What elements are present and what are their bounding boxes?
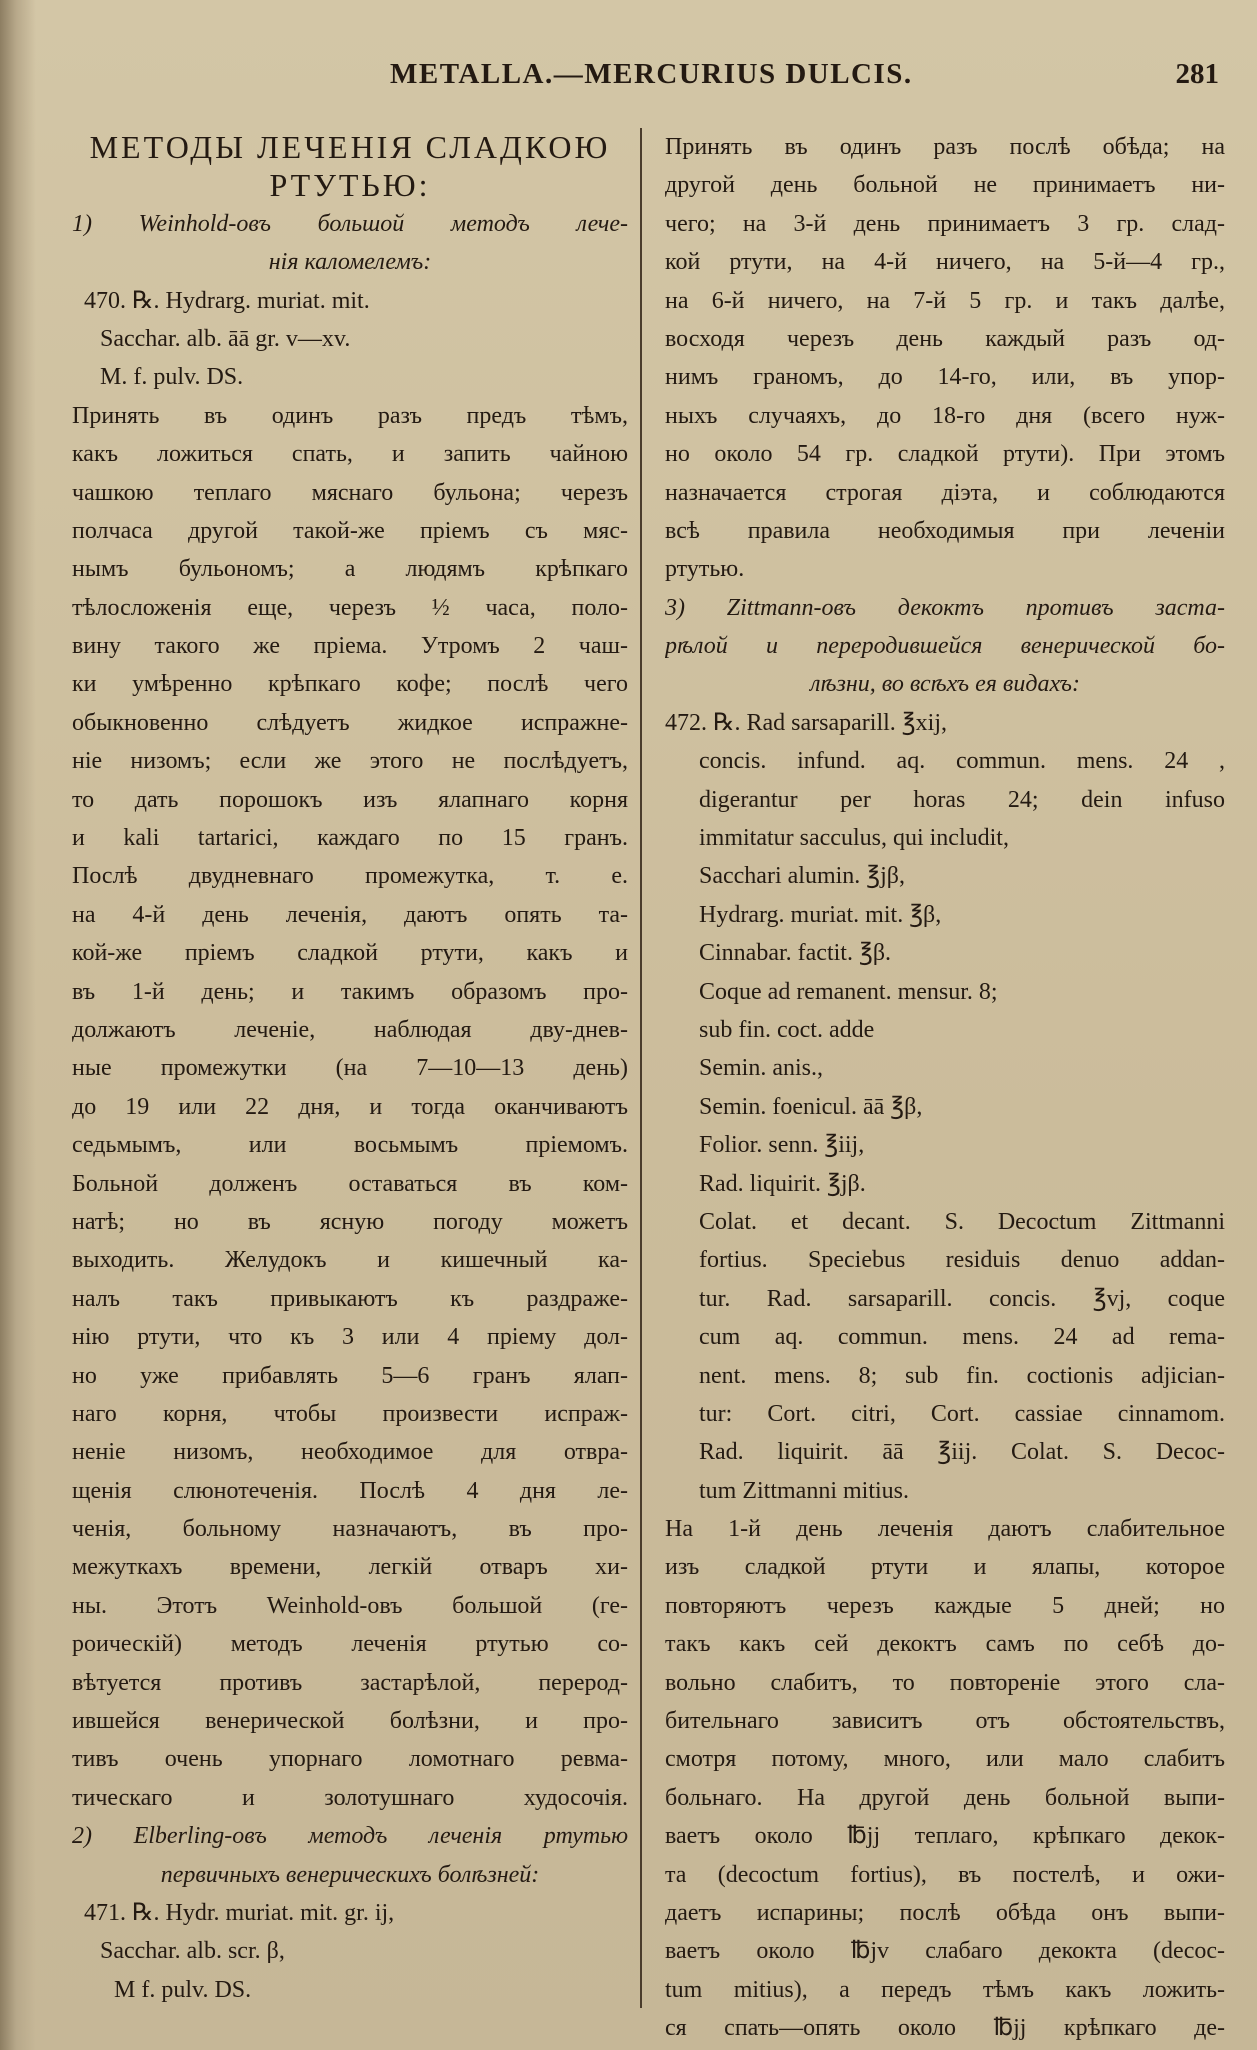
text-line: чего; на 3-й день принимаетъ 3 гр. слад- [665,210,1225,237]
text-line: на 4-й день леченія, даютъ опять та- [72,901,628,928]
text-line: какъ ложиться спать, и запить чайною [72,441,628,468]
text-line: бительнаго зависитъ отъ обстоятельствъ, [665,1708,1225,1735]
text-line: ся спать—опять около ℔jj крѣпкаго де- [665,2015,1225,2042]
text-line: изъ сладкой ртути и ялапы, которое [665,1554,1225,1581]
text-line: нія каломелемъ: [268,249,432,276]
text-line: ившейся венерической болѣзни, и про- [72,1708,628,1735]
text-line: Colat. et decant. S. Decoctum Zittmanni [699,1208,1225,1235]
text-line: межуткахъ времени, легкій отваръ хи- [72,1554,628,1581]
text-line: 471. ℞. Hydr. muriat. mit. gr. ij, [84,1899,395,1926]
text-line: immitatur sacculus, qui includit, [699,825,1009,852]
text-line: больнаго. На другой день больной выпи- [665,1784,1225,1811]
text-line: тѣлосложенія еще, черезъ ½ часа, поло- [72,594,628,621]
text-line: то дать порошокъ изъ ялапнаго корня [72,786,628,813]
text-line: ваетъ около ℔jv слабаго декокта (decoc- [665,1938,1225,1965]
text-line: лѣзни, во всѣхъ ея видахъ: [810,671,1080,698]
text-line: но около 54 гр. сладкой ртути). При этомъ [665,441,1225,468]
text-line: Folior. senn. ℥iij, [699,1132,865,1159]
text-line: до 19 или 22 дня, и тогда оканчиваютъ [72,1093,628,1120]
text-line: та (decoctum fortius), въ постелѣ, и ожи- [665,1861,1225,1888]
text-line: Sacchari alumin. ℥jβ, [699,863,906,890]
text-line: Больной долженъ оставаться въ ком- [72,1170,628,1197]
text-line: кой ртути, на 4-й ничего, на 5-й—4 гр., [665,249,1225,276]
text-line: щенія слюнотеченія. Послѣ 4 дня ле- [72,1477,628,1504]
running-title: METALLA.—MERCURIUS DULCIS. [390,58,913,90]
text-line: повторяютъ черезъ каждые 5 дней; но [665,1592,1225,1619]
text-line: tum mitius), а передъ тѣмъ какъ ложить- [665,1976,1225,2003]
left-column [72,128,628,2009]
text-line: Rad. liquirit. ℥jβ. [699,1170,866,1197]
text-line: смотря потому, много, или мало слабитъ [665,1746,1225,1773]
text-line: наго корня, чтобы произвести испраж- [72,1400,628,1427]
text-line: вину такого же пріема. Утромъ 2 чаш- [72,633,628,660]
text-line: ные промежутки (на 7—10—13 день) [72,1055,628,1082]
page-number: 281 [1175,58,1219,90]
text-line: tur. Rad. sarsaparill. concis. ℥vj, coque [699,1285,1225,1312]
text-line: 3) Zittmann-овъ декоктъ противъ заста- [665,594,1225,621]
text-line: чашкою теплаго мяснаго бульона; черезъ [72,479,628,506]
running-header [0,58,1257,98]
text-line: ки умѣренно крѣпкаго кофе; послѣ чего [72,671,628,698]
text-line: РТУТЬЮ: [269,167,431,204]
text-line: вѣтуется противъ застарѣлой, перерод- [72,1669,628,1696]
text-line: неніе низомъ, необходимое для отвра- [72,1439,628,1466]
text-line: nent. mens. 8; sub fin. coctionis adjician- [699,1362,1225,1389]
text-line: 1) Weinhold-овъ большой методъ лече- [72,210,628,237]
text-line: тивъ очень упорнаго ломотнаго ревма- [72,1746,628,1773]
text-line: M. f. pulv. DS. [100,364,244,391]
text-line: нымъ бульономъ; а людямъ крѣпкаго [72,556,628,583]
text-line: должаютъ леченіе, наблюдая дву-днев- [72,1016,628,1043]
text-line: ныхъ случаяхъ, до 18-го дня (всего нуж- [665,402,1225,429]
text-line: Coque ad remanent. mensur. 8; [699,978,998,1005]
text-line: первичныхъ венерическихъ болѣзней: [160,1861,540,1888]
text-line: ченія, больному назначаютъ, въ про- [72,1516,628,1543]
text-line: всѣ правила необходимыя при леченіи [665,517,1225,544]
text-line: на 6-й ничего, на 7-й 5 гр. и такъ далѣе, [665,287,1225,314]
column-divider [640,128,642,2008]
text-line: ртутью. [665,556,745,583]
text-line: Sacchar. alb. scr. β, [100,1938,285,1965]
text-line: ніе низомъ; если же этого не послѣдуетъ, [72,748,628,775]
text-line: Sacchar. alb. āā gr. v—xv. [100,325,351,352]
text-line: восходя черезъ день каждый разъ од- [665,325,1225,352]
text-line: digerantur per horas 24; dein infuso [699,786,1225,813]
text-line: Cinnabar. factit. ℥β. [699,940,892,967]
text-line: даетъ испарины; послѣ обѣда онъ выпи- [665,1899,1225,1926]
text-line: 470. ℞. Hydrarg. muriat. mit. [84,287,370,314]
text-line: и kali tartarici, каждаго по 15 гранъ. [72,825,628,852]
text-line: Hydrarg. muriat. mit. ℥β, [699,901,942,928]
text-line: натѣ; но въ ясную погоду можетъ [72,1208,628,1235]
text-line: 472. ℞. Rad sarsaparill. ℥xij, [665,709,947,736]
text-line: рѣлой и переродившейся венерической бо- [665,633,1225,660]
text-line: Rad. liquirit. āā ℥iij. Colat. S. Decoc- [699,1439,1225,1466]
text-line: полчаса другой такой-же пріемъ съ мяс- [72,517,628,544]
text-line: Semin. anis., [699,1055,823,1082]
text-line: роическій) методъ леченія ртутью со- [72,1631,628,1658]
text-line: назначается строгая діэта, и соблюдаются [665,479,1225,506]
text-line: fortius. Speciebus residuis denuo addan- [699,1247,1225,1274]
text-line: нимъ грaномъ, до 14-го, или, въ упор- [665,364,1225,391]
text-line: но уже прибавлять 5—6 гранъ ялап- [72,1362,628,1389]
text-line: МЕТОДЫ ЛЕЧЕНІЯ СЛАДКОЮ [89,129,611,165]
text-line: другой день больной не принимаетъ ни- [665,172,1225,199]
text-line: такъ какъ сей декоктъ самъ по себѣ до- [665,1631,1225,1658]
text-line: Принять въ одинъ разъ предъ тѣмъ, [72,402,628,429]
text-line: sub fin. coct. adde [699,1016,875,1043]
text-line: вольно слабитъ, то повтореніе этого сла- [665,1669,1225,1696]
text-line: tur: Cort. citri, Cort. cassiae cinnamom. [699,1400,1225,1427]
text-line: налъ такъ привыкаютъ къ раздраже- [72,1285,628,1312]
right-column [665,128,1225,2048]
text-line: cum aq. commun. mens. 24 ad rema- [699,1324,1225,1351]
text-line: тическаго и золотушнаго худосочія. [72,1784,628,1811]
text-line: Semin. foenicul. āā ℥β, [699,1093,923,1120]
text-line: 2) Elberling-овъ методъ леченія ртутью [72,1823,628,1850]
text-line: Послѣ двудневнаго промежутка, т. е. [72,863,628,890]
text-line: ны. Этотъ Weinhold-овъ большой (ге- [72,1592,628,1619]
text-line: M f. pulv. DS. [114,1976,252,2003]
text-line: нію ртути, что къ 3 или 4 пріему дол- [72,1324,628,1351]
text-line: седьмымъ, или восьмымъ пріемомъ. [72,1132,628,1159]
text-line: ваетъ около ℔jj теплаго, крѣпкаго декок- [665,1823,1225,1850]
text-line: На 1-й день леченія даютъ слабительное [665,1516,1225,1543]
text-line: кой-же пріемъ сладкой ртути, какъ и [72,940,628,967]
text-line: Принять въ одинъ разъ послѣ обѣда; на [665,134,1225,160]
text-line: concis. infund. aq. commun. mens. 24 , [699,748,1225,775]
text-line: tum Zittmanni mitius. [699,1477,909,1504]
text-line: въ 1-й день; и такимъ образомъ про- [72,978,628,1005]
text-line: выходить. Желудокъ и кишечный ка- [72,1247,628,1274]
text-line: обыкновенно слѣдуетъ жидкое испражне- [72,709,628,736]
